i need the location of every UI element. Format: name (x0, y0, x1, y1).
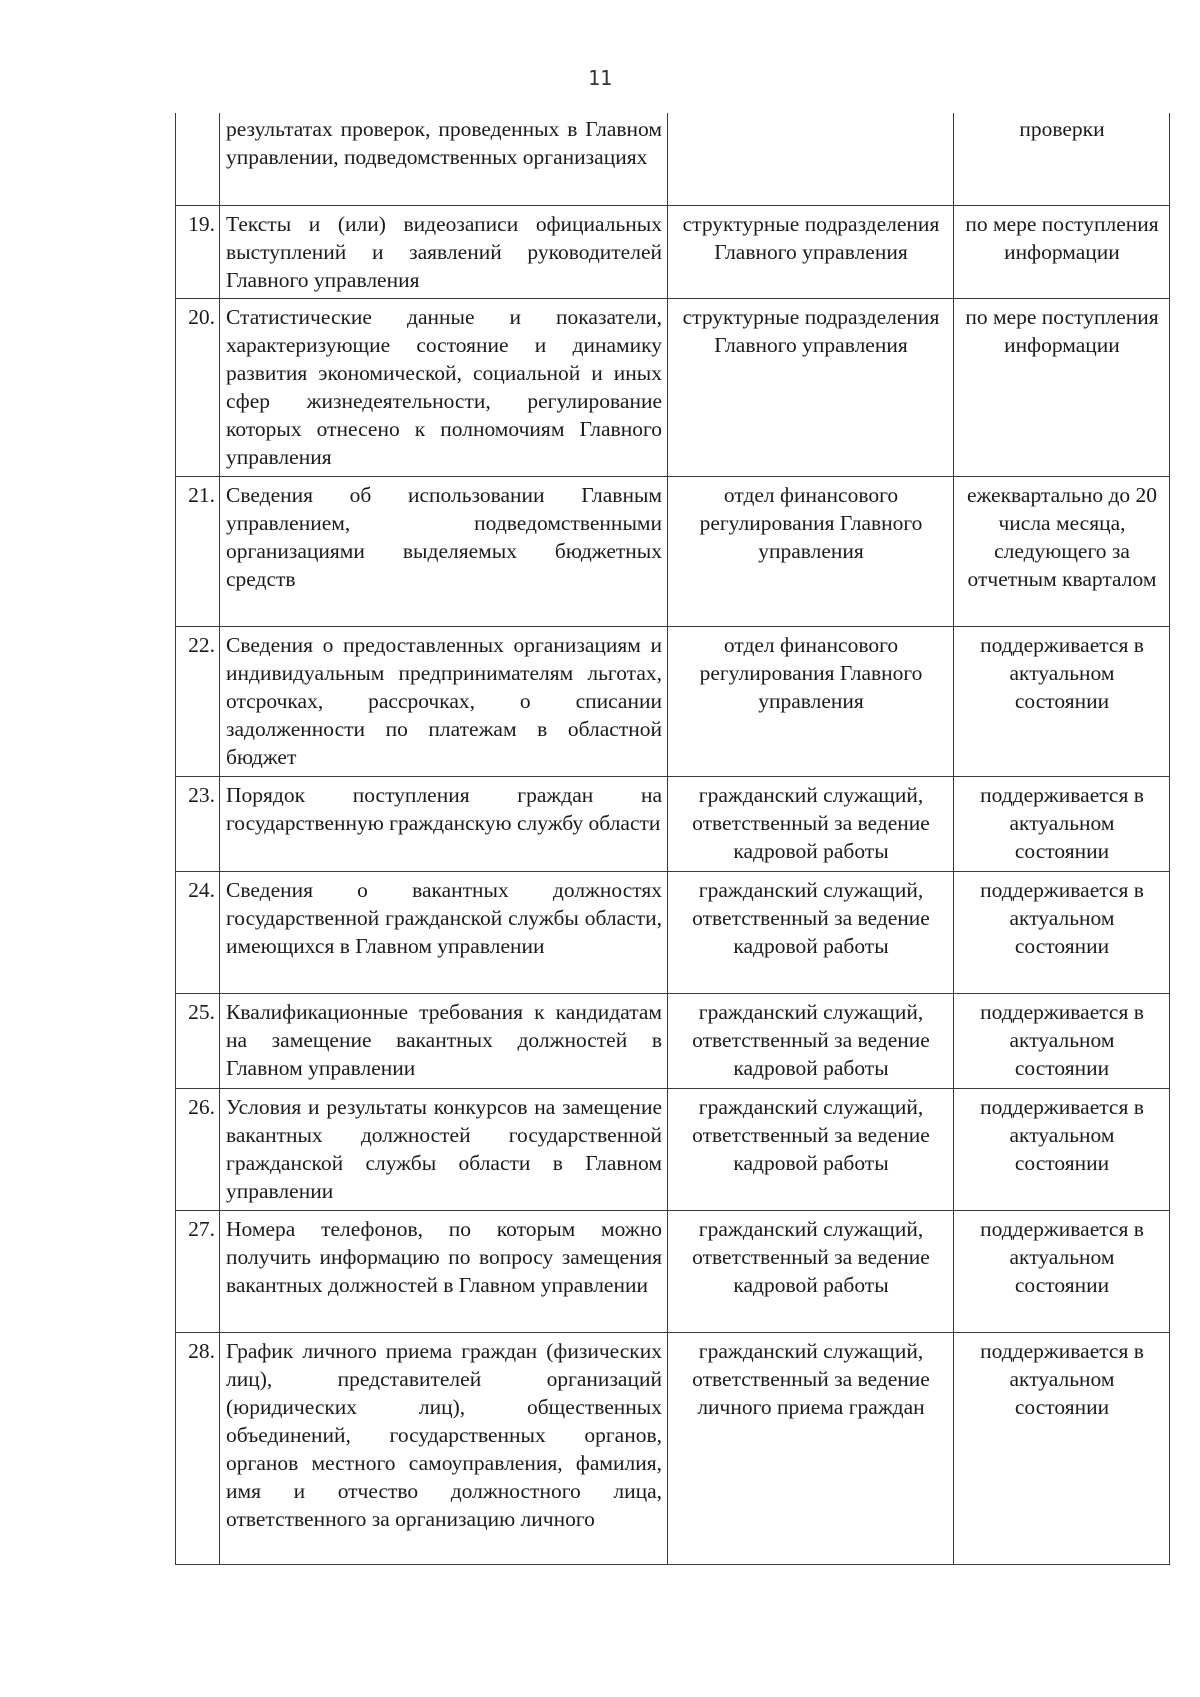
row-term: поддерживается в актуальном состоянии (954, 1332, 1170, 1564)
row-term: поддерживается в актуальном состоянии (954, 993, 1170, 1088)
row-description: Условия и результаты конкурсов на замещение вакантных должностей государственной гражданской службы области в Главном управлении (220, 1088, 668, 1210)
table-row (176, 993, 1170, 1088)
row-term: проверки (954, 113, 1170, 205)
table-row (176, 626, 1170, 776)
row-responsible: гражданский служащий, ответственный за ведение кадровой работы (668, 871, 954, 993)
table-row (176, 113, 1170, 205)
row-number: 19. (176, 205, 220, 298)
table-row (176, 476, 1170, 626)
row-number: 21. (176, 476, 220, 626)
row-number: 25. (176, 993, 220, 1088)
row-description: Сведения об использовании Главным управлением, подведомственными организациями выделяемых бюджетных средств (220, 476, 668, 626)
row-number: 27. (176, 1210, 220, 1332)
row-responsible: гражданский служащий, ответственный за ведение кадровой работы (668, 1210, 954, 1332)
table-row (176, 298, 1170, 476)
information-table (175, 113, 1170, 1565)
row-responsible: структурные подразделения Главного управления (668, 298, 954, 476)
table-row (176, 1088, 1170, 1210)
table-row (176, 1332, 1170, 1564)
row-description: Тексты и (или) видеозаписи официальных выступлений и заявлений руководителей Главного управления (220, 205, 668, 298)
row-term: поддерживается в актуальном состоянии (954, 871, 1170, 993)
table-row (176, 871, 1170, 993)
row-number: 28. (176, 1332, 220, 1564)
row-term: ежеквартально до 20 числа месяца, следующего за отчетным кварталом (954, 476, 1170, 626)
row-term: поддерживается в актуальном состоянии (954, 1210, 1170, 1332)
row-responsible: гражданский служащий, ответственный за ведение кадровой работы (668, 993, 954, 1088)
row-term: поддерживается в актуальном состоянии (954, 626, 1170, 776)
row-number (176, 113, 220, 205)
row-term: поддерживается в актуальном состоянии (954, 1088, 1170, 1210)
row-term: поддерживается в актуальном состоянии (954, 776, 1170, 871)
row-description: Номера телефонов, по которым можно получить информацию по вопросу замещения вакантных должностей в Главном управлении (220, 1210, 668, 1332)
row-description: Сведения о вакантных должностях государственной гражданской службы области, имеющихся в Главном управлении (220, 871, 668, 993)
row-responsible: гражданский служащий, ответственный за ведение кадровой работы (668, 1088, 954, 1210)
table-row (176, 205, 1170, 298)
row-responsible: гражданский служащий, ответственный за ведение кадровой работы (668, 776, 954, 871)
row-number: 20. (176, 298, 220, 476)
row-number: 24. (176, 871, 220, 993)
row-term: по мере поступления информации (954, 298, 1170, 476)
row-description: результатах проверок, проведенных в Главном управлении, подведомственных организациях (220, 113, 668, 205)
row-number: 22. (176, 626, 220, 776)
row-responsible: отдел финансового регулирования Главного управления (668, 626, 954, 776)
table-row (176, 1210, 1170, 1332)
row-responsible: отдел финансового регулирования Главного управления (668, 476, 954, 626)
row-responsible: структурные подразделения Главного управления (668, 205, 954, 298)
row-description: Квалификационные требования к кандидатам на замещение вакантных должностей в Главном управлении (220, 993, 668, 1088)
row-term: по мере поступления информации (954, 205, 1170, 298)
row-description: Сведения о предоставленных организациям и индивидуальным предпринимателям льготах, отсрочках, рассрочках, о списании задолженности по платежам в областной бюджет (220, 626, 668, 776)
row-description: Статистические данные и показатели, характеризующие состояние и динамику развития экономической, социальной и иных сфер жизнедеятельности, регулирование которых отнесено к полномочиям Главного управления (220, 298, 668, 476)
row-description: График личного приема граждан (физических лиц), представителей организаций (юридических лиц), общественных объединений, государственных органов, органов местного самоуправления, фамилия, имя и отчество должностного лица, ответственного за организацию личного (220, 1332, 668, 1564)
row-description: Порядок поступления граждан на государственную гражданскую службу области (220, 776, 668, 871)
row-responsible: гражданский служащий, ответственный за ведение личного приема граждан (668, 1332, 954, 1564)
row-responsible (668, 113, 954, 205)
row-number: 26. (176, 1088, 220, 1210)
table-row (176, 776, 1170, 871)
page-number: 11 (587, 66, 613, 90)
row-number: 23. (176, 776, 220, 871)
